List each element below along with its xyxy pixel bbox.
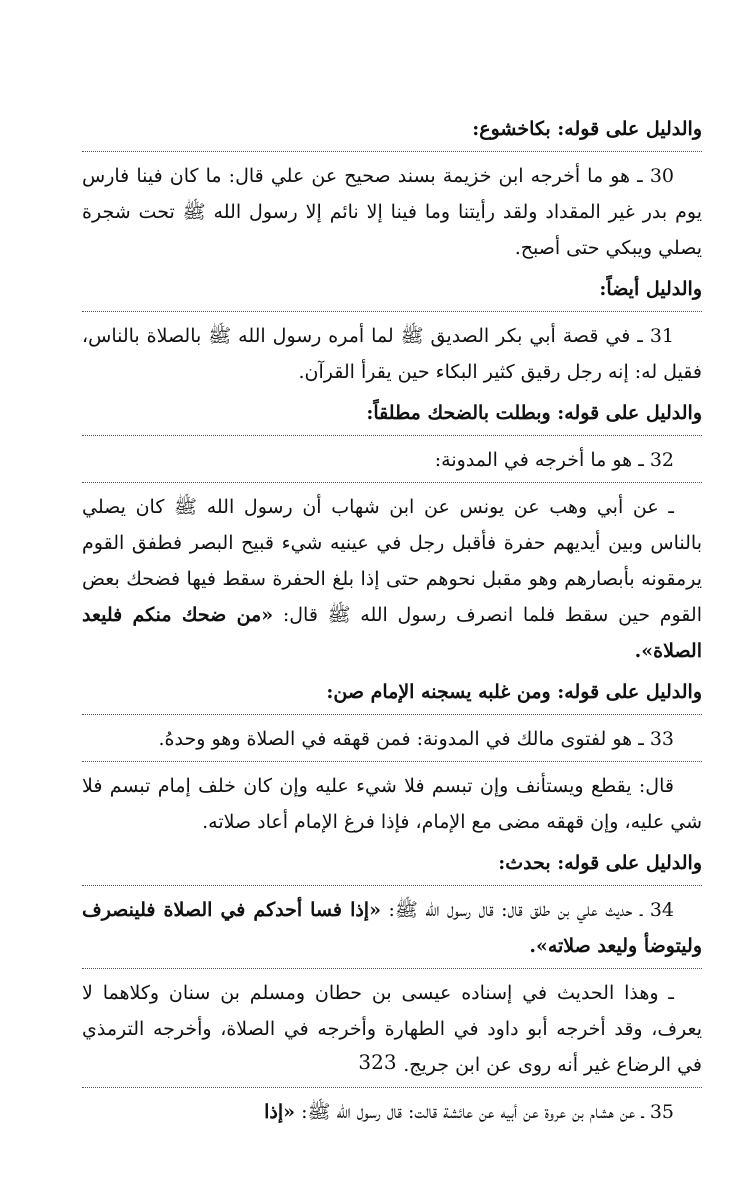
dotted-divider xyxy=(82,1087,702,1088)
dotted-divider xyxy=(82,714,702,715)
hadith-quote: «إذا xyxy=(264,1101,296,1123)
section-heading: والدليل أيضاً: xyxy=(599,278,702,300)
dotted-divider xyxy=(82,151,702,152)
hadith-quote: «من ضحك منكم فليعد الصلاة». xyxy=(82,604,702,662)
paragraph-text: ـ عن أبي وهب عن يونس عن ابن شهاب أن رسول الله ﷺ كان يصلي بالناس وبين أيديهم حفرة فأقبل رجل في عينيه شيء قبيح البصر فطفق القوم يرمقونه بأبصارهم وهو مقبل نحوهم حتى إذا بلغ الحفرة سقط فيها فضحك بعض القوم حين سقط فلما انصرف رسول الله ﷺ قال: xyxy=(82,496,702,626)
dotted-divider xyxy=(82,968,702,969)
paragraph-text: 35 ـ عن هشام بن عروة عن أبيه عن عائشة قالت: قال رسول الله ﷺ: xyxy=(301,1101,674,1123)
paragraph: قال: يقطع ويستأنف وإن تبسم فلا شيء عليه وإن كان خلف إمام تبسم فلا شي عليه، وإن قهقه مضى مع الإمام، فإذا فرغ الإمام أعاد صلاته. xyxy=(82,775,702,833)
section-heading: والدليل على قوله: ومن غلبه يسجنه الإمام صن: xyxy=(326,681,702,703)
hadith-quote: «إذا فسا أحدكم في الصلاة فلينصرف وليتوضأ وليعد صلاته». xyxy=(82,899,702,957)
paragraph: 30 ـ هو ما أخرجه ابن خزيمة بسند صحيح عن علي قال: ما كان فينا فارس يوم بدر غير المقداد ولقد رأيتنا وما فينا إلا نائم إلا رسول الله ﷺ تحت شجرة يصلي ويبكي حتى أصبح. xyxy=(82,165,702,259)
paragraph-text: 34 ـ حديث علي بن طلق قال: قال رسول الله ﷺ: xyxy=(388,899,674,921)
section-heading: والدليل على قوله: وبطلت بالضحك مطلقاً: xyxy=(366,402,702,424)
page-number: 323 xyxy=(358,1050,397,1074)
paragraph: ـ وهذا الحديث في إسناده عيسى بن حطان ومسلم بن سنان وكلاهما لا يعرف، وقد أخرجه أبو داود في الطهارة وأخرجه في الصلاة، وأخرجه الترمذي في الرضاع غير أنه روى عن ابن جريج. xyxy=(82,982,702,1076)
paragraph: 32 ـ هو ما أخرجه في المدونة: xyxy=(434,449,674,471)
paragraph: 31 ـ في قصة أبي بكر الصديق ﷺ لما أمره رسول الله ﷺ بالصلاة بالناس، فقيل له: إنه رجل رقيق كثير البكاء حين يقرأ القرآن. xyxy=(82,325,702,383)
dotted-divider xyxy=(82,761,702,762)
paragraph xyxy=(82,1094,702,1130)
dotted-divider xyxy=(82,885,702,886)
section-heading: والدليل على قوله: بحدث: xyxy=(498,852,702,874)
paragraph: 33 ـ هو لفتوى مالك في المدونة: فمن قهقه في الصلاة وهو وحدهُ. xyxy=(158,728,674,750)
paragraph xyxy=(82,892,702,964)
paragraph xyxy=(82,489,702,669)
dotted-divider xyxy=(82,482,702,483)
dotted-divider xyxy=(82,435,702,436)
dotted-divider xyxy=(82,311,702,312)
section-heading: والدليل على قوله: بكاخشوع: xyxy=(472,118,702,140)
page-content xyxy=(82,110,702,1134)
